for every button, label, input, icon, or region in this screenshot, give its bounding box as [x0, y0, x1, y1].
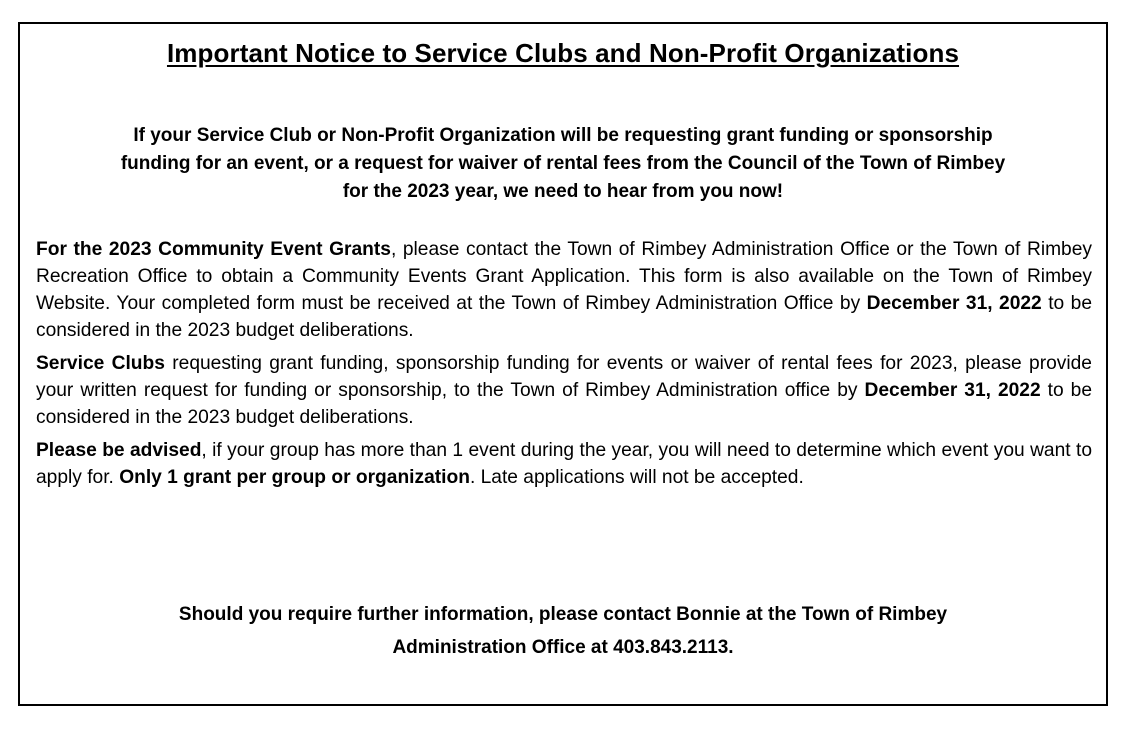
- community-event-grants-text-end: to be considered in the 2023 budget deliberations.: [36, 293, 1092, 341]
- community-event-grants-text: , please contact the Town of Rimbey Administration Office or the Town of Rimbey Recreation Office to obtain a Community Events Grant Application. This form is also available on the Town of Rimbey Website. Your completed form must be received at the Town of Rimbey Administration Office by: [36, 239, 1092, 314]
- contact-line-2: Administration Office at 403.843.2113.: [392, 637, 734, 658]
- advisory-text: , if your group has more than 1 event during the year, you will need to determine which event you want to apply for.: [36, 440, 1092, 488]
- contact-paragraph: [40, 598, 1086, 664]
- notice-frame: [18, 22, 1108, 706]
- service-clubs-text-end: to be considered in the 2023 budget deliberations.: [36, 380, 1093, 428]
- advisory-emphasis: Only 1 grant per group or organization: [119, 467, 470, 488]
- contact-line-1: Should you require further information, please contact Bonnie at the Town of Rimbey: [178, 604, 948, 625]
- service-clubs-text: requesting grant funding, sponsorship funding for events or waiver of rental fees for 2023, please provide your written request for funding or sponsorship, to the Town of Rimbey Administration office by: [36, 353, 1092, 401]
- advisory-paragraph: [36, 437, 1092, 491]
- advisory-text-end: . Late applications will not be accepted.: [469, 467, 804, 488]
- service-clubs-paragraph: [36, 350, 1092, 431]
- service-clubs-lead: Service Clubs: [36, 353, 165, 374]
- intro-line-1: If your Service Club or Non-Profit Organization will be requesting grant funding or sponsorship: [133, 125, 993, 146]
- community-event-grants-paragraph: [36, 236, 1092, 344]
- community-event-grants-lead: For the 2023 Community Event Grants: [36, 239, 391, 260]
- community-event-grants-deadline: December 31, 2022: [866, 293, 1042, 314]
- advisory-lead: Please be advised: [36, 440, 202, 461]
- service-clubs-deadline: December 31, 2022: [864, 380, 1041, 401]
- intro-line-2: funding for an event, or a request for waiver of rental fees from the Council of the Town of Rimbey: [120, 153, 1006, 174]
- notice-title: Important Notice to Service Clubs and Non-Profit Organizations: [166, 38, 960, 68]
- intro-paragraph: [40, 122, 1086, 206]
- body-section: [36, 236, 1092, 497]
- intro-line-3: for the 2023 year, we need to hear from you now!: [342, 181, 784, 202]
